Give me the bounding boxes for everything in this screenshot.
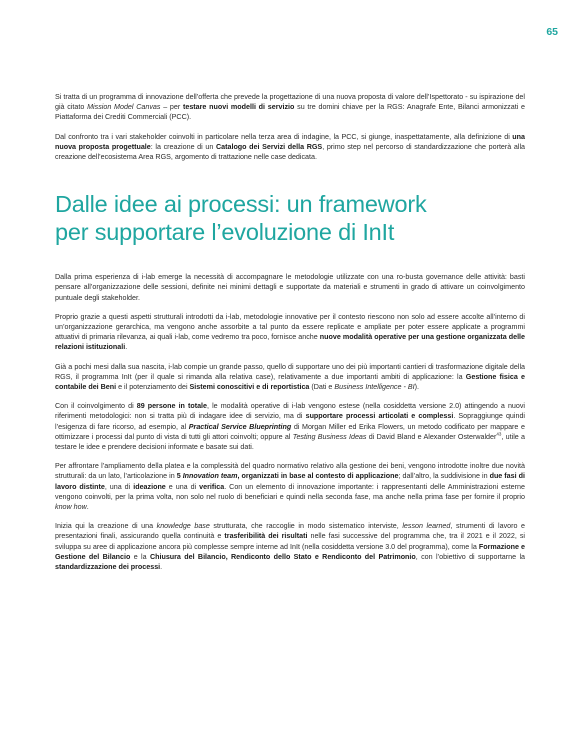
bold-text: una nuova proposta progettuale [55,132,525,151]
bold-text: Catalogo dei Servizi della RGS [215,142,323,151]
heading-line-2: per supportare l’evoluzione di InIt [55,219,395,246]
bold-text: 89 persone in totale [136,402,208,411]
text: – per [160,103,183,112]
text: . Con un elemento di innovazione importante: i rappresentanti delle Amministrazioni esterne vengono coinvolti, per la prima volta, non solo nel ruolo di beneficiari e quindi nella seconda fase, ma anche nella prima fase per fornire il proprio [55,482,525,501]
text: . [86,503,89,512]
text: nelle fasi successive del programma che, tra il 2021 e il 2022, si sviluppa su aree di applicazione ancora più complesse sempre interne ad InIt (nella cosiddetta versione 3.0 del programma), come la [55,532,526,551]
page-content [55,92,525,581]
text: , strumenti di lavoro e presentazioni finali, assicurando quella continuità e [55,522,526,541]
bold-text: due fasi di lavoro distinte [55,472,525,491]
text: , utile a testare le idee e prendere decisioni informate e basate sui dati. [55,432,525,452]
text: . Sopraggiunge quindi l’esigenza di fare ricorso, ad esempio, al [55,412,526,431]
text: , una di [104,482,134,491]
heading-line-1: Dalle idee ai processi: un framework [55,191,427,218]
bold-text: nuove modalità operative per una gestione organizzata delle relazioni istituzionali [55,333,526,352]
paragraph-2 [55,132,525,163]
text: (Dati e [309,383,335,392]
paragraph-7 [55,461,525,512]
italic-text: Business Intelligence - BI [334,383,415,392]
text: Inizia qui la creazione di una [55,522,157,531]
text: Si tratta di un programma di innovazione dell’offerta che prevede la progettazione di una nuova proposta di valore dell’Ispettorato - su ispirazione del già citato [55,93,525,112]
italic-text: know how [55,503,87,512]
bold-text: 5 [176,472,183,481]
text: Con il coinvolgimento di [55,402,137,411]
bold-italic-text: Practical Service Blueprinting [188,422,292,431]
italic-text: lesson learned [402,522,451,531]
italic-text: Mission Model Canvas [87,103,161,112]
paragraph-6 [55,401,525,452]
section-heading [55,190,525,246]
page-number: 65 [546,26,558,38]
text: , primo step nel percorso di standardizzazione che porterà alla creazione dell’ecosistema Area RGS, argomento di trattazione nelle case dedicata. [55,142,526,162]
bold-text: trasferibilità dei risultati [224,532,308,541]
italic-text: knowledge base [156,522,210,531]
text: : la creazione di un [150,142,216,151]
text: Proprio grazie a questi aspetti strutturali introdotti da i-lab, metodologie innovative per il contesto riescono non solo ad essere accolte all’interno di un’organizzazione gerarchica, ma vengono anche assorbite a tal punto da essere replicate e ampliate per poter essere applicate a programmi attuativi di primaria rilevanza, ai quali i-lab, come vedremo tra poco, fornisce anche [55,312,525,342]
bold-text: Gestione fisica e contabile dei Beni [55,372,525,392]
text: su tre domini chiave per la RGS: Anagrafe Ente, Bilanci armonizzati e Piattaforma dei Crediti Commerciali (PCC). [55,103,525,122]
text: di David Bland e Alexander Osterwalder [366,432,497,441]
footnote-reference: 43 [496,431,502,437]
text: Dal confronto tra i vari stakeholder coinvolti in particolare nella terza area di indagine, la PCC, si giunge, inaspettatamente, alla definizione di [55,132,513,141]
text: , con l’obiettivo di supportarne la [415,552,526,561]
bold-text: testare nuovi modelli di servizio [182,103,295,112]
text: Già a pochi mesi dalla sua nascita, i-lab compie un grande passo, quello di supportare uno dei più importanti cantieri di trasformazione digitale della RGS, il programma InIt (per il quale si rimanda alla relativa case), relativamente a due importanti ambiti di applicazione: la [55,362,525,381]
paragraph-3 [55,272,525,303]
text: . [125,343,128,352]
text: ). [414,383,419,392]
text: . [160,563,163,572]
text: e la [130,552,150,561]
text: ; dall’altro, la suddivisione in [398,472,490,481]
text: Per affrontare l’ampliamento della platea e la complessità del quadro normativo relativo alla gestione dei beni, vengono introdotte inoltre due novità strutturali: da un lato, l’articolazione in [55,462,525,481]
bold-text: Sistemi conoscitivi e di reportistica [189,383,310,392]
text: e il potenziamento dei [116,383,190,392]
text: di Morgan Miller ed Erika Flowers, un metodo codificato per mappare e ottimizzare i processi dal punto di vista di tutti gli attori coinvolti; oppure al [55,422,525,441]
text: , le modalità operative di i-lab vengono estese (nella cosiddetta versione 2.0) attingendo a nuovi riferimenti metodologici: non si tratta più di indagare idee di servizio, ma di [55,402,526,421]
bold-text: , organizzati in base al contesto di applicazione [237,472,399,481]
paragraph-1 [55,92,525,123]
paragraph-8 [55,521,525,572]
bold-text: verifica [199,482,225,491]
paragraph-4 [55,312,525,353]
bold-text: supportare processi articolati e complessi [305,412,454,421]
bold-text: Formazione e Gestione del Bilancio [55,542,525,561]
bold-text: Chiusura del Bilancio, Rendiconto dello Stato e Rendiconto del Patrimonio [149,552,416,561]
text: e una di [165,482,200,491]
bold-text: standardizzazione dei processi [55,563,161,572]
bold-italic-text: Innovation team [182,472,238,481]
italic-text: Testing Business Ideas [292,432,367,441]
paragraph-5 [55,362,525,393]
bold-text: ideazione [133,482,166,491]
text: strutturata, che raccoglie in modo sistematico interviste, [209,522,403,531]
text: Dalla prima esperienza di i-lab emerge la necessità di accompagnare le metodologie utilizzate con una ro-busta governance delle attività: basti pensare all’organizzazione delle sessioni, definite nei minimi dettagli e supportate da materiali e strumenti in grado di attivare un coinvolgimento puntuale degli stakeholder. [55,273,525,302]
